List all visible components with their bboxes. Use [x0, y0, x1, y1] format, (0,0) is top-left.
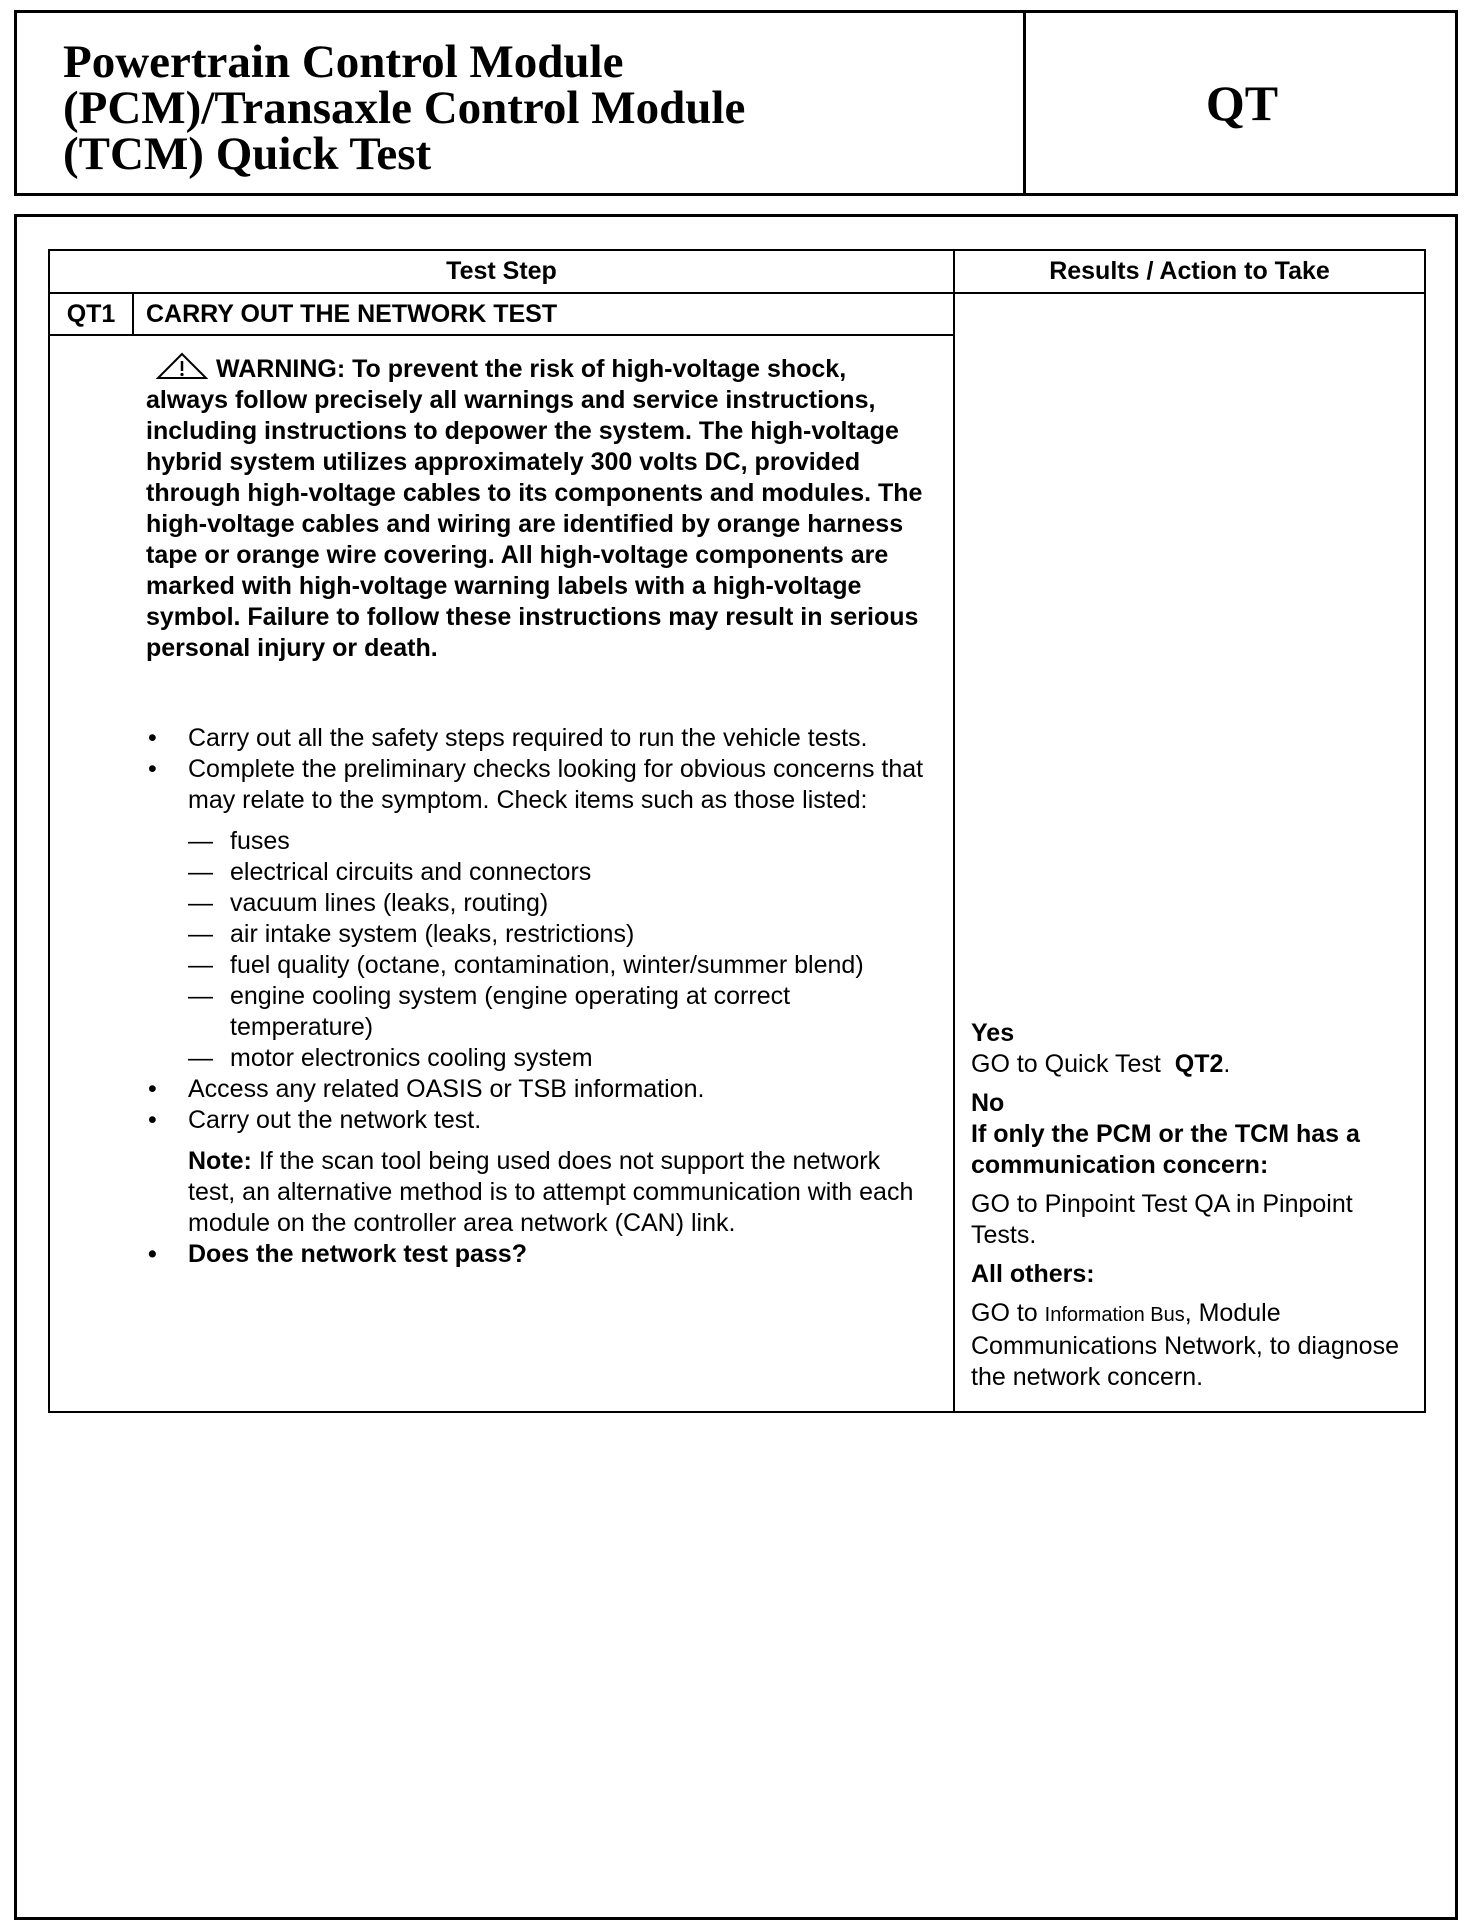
check-item: [146, 826, 926, 857]
yes-action: [971, 1049, 1421, 1080]
others-action: [971, 1298, 1421, 1393]
table-header-row: [50, 251, 1424, 294]
note-text: If the scan tool being used does not support the network test, an alternative method is to attempt communication with each module on the controller area network (CAN) link.: [188, 1147, 914, 1237]
check-item: [146, 888, 926, 919]
yes-action-text: GO to Quick Test: [971, 1050, 1161, 1078]
question-text: Does the network test pass?: [188, 1240, 527, 1268]
check-item: [146, 919, 926, 950]
note-block: [146, 1146, 926, 1239]
section-code: QT: [1205, 75, 1279, 131]
check-text: fuel quality (octane, contamination, winter/summer blend): [230, 951, 864, 979]
page-title: Powertrain Control Module (PCM)/Transaxle Control Module (TCM) Quick Test: [63, 36, 746, 180]
bullet-icon: •: [148, 1106, 157, 1134]
check-text: vacuum lines (leaks, routing): [230, 889, 549, 917]
yes-label: Yes: [971, 1019, 1015, 1047]
bullet-icon: •: [148, 724, 157, 752]
warning-block: [146, 352, 926, 664]
bullet-text: Carry out the network test.: [188, 1106, 482, 1134]
step-header-row: [50, 294, 953, 336]
bullet-text: Complete the preliminary checks looking for obvious concerns that may relate to the symptom. Check items such as those listed:: [188, 755, 924, 814]
check-item: [146, 857, 926, 888]
warning-text: WARNING: To prevent the risk of high-voltage shock, always follow precisely all warnings and service instructions, including instructions to depower the system. The high-voltage hybrid system utilizes approximately 300 volts DC, provided through high-voltage cables to its components and modules. The high-voltage cables and wiring are identified by orange harness tape or orange wire covering. All high-voltage components are marked with high-voltage warning labels with a high-voltage symbol. Failure to follow these instructions may result in serious personal injury or death.: [146, 355, 923, 662]
step-title: CARRY OUT THE NETWORK TEST: [146, 299, 558, 328]
check-text: engine cooling system (engine operating at correct temperature): [230, 982, 791, 1041]
question-item: [146, 1239, 926, 1270]
check-text: fuses: [230, 827, 290, 855]
list-item: [146, 754, 926, 816]
main-content-box: [14, 214, 1458, 1920]
no-condition: If only the PCM or the TCM has a communication concern:: [971, 1120, 1360, 1179]
others-action-prefix: GO to: [971, 1299, 1038, 1327]
others-action-suffix: , Module Communications Network, to diagnose the network concern.: [971, 1299, 1399, 1391]
bullet-text: Access any related OASIS or TSB information.: [188, 1075, 705, 1103]
note-label: Note:: [188, 1147, 252, 1175]
test-table: [48, 249, 1426, 1413]
check-text: electrical circuits and connectors: [230, 858, 592, 886]
warning-triangle-icon: [156, 352, 208, 380]
list-item: [146, 1074, 926, 1105]
no-label: No: [971, 1089, 1005, 1117]
check-text: motor electronics cooling system: [230, 1044, 593, 1072]
information-bus-link: Information Bus: [1044, 1304, 1185, 1326]
dash-icon: —: [188, 982, 213, 1010]
yes-action-suffix: .: [1223, 1050, 1231, 1078]
check-item: [146, 950, 926, 981]
column-header-test-step: Test Step: [446, 257, 557, 285]
dash-icon: —: [188, 920, 213, 948]
list-item: [146, 723, 926, 754]
list-item: [146, 1105, 926, 1136]
dash-icon: —: [188, 827, 213, 855]
check-item: [146, 1043, 926, 1074]
dash-icon: —: [188, 889, 213, 917]
column-header-results: Results / Action to Take: [1049, 257, 1330, 285]
check-text: air intake system (leaks, restrictions): [230, 920, 635, 948]
step-id: QT1: [66, 299, 116, 328]
bullet-icon: •: [148, 755, 157, 783]
results-column: [971, 1018, 1421, 1393]
others-label: All others:: [971, 1260, 1095, 1288]
check-item: [146, 981, 926, 1043]
dash-icon: —: [188, 858, 213, 886]
column-divider: [953, 251, 955, 1411]
bullet-text: Carry out all the safety steps required to run the vehicle tests.: [188, 724, 868, 752]
yes-action-target: QT2: [1174, 1050, 1224, 1078]
bullet-icon: •: [148, 1240, 157, 1268]
bullet-icon: •: [148, 1075, 157, 1103]
dash-icon: —: [188, 951, 213, 979]
header-box: [14, 10, 1458, 196]
no-action: GO to Pinpoint Test QA in Pinpoint Tests.: [971, 1190, 1353, 1249]
procedure-list: [146, 723, 926, 1270]
dash-icon: —: [188, 1044, 213, 1072]
step-id-divider: [132, 294, 134, 334]
